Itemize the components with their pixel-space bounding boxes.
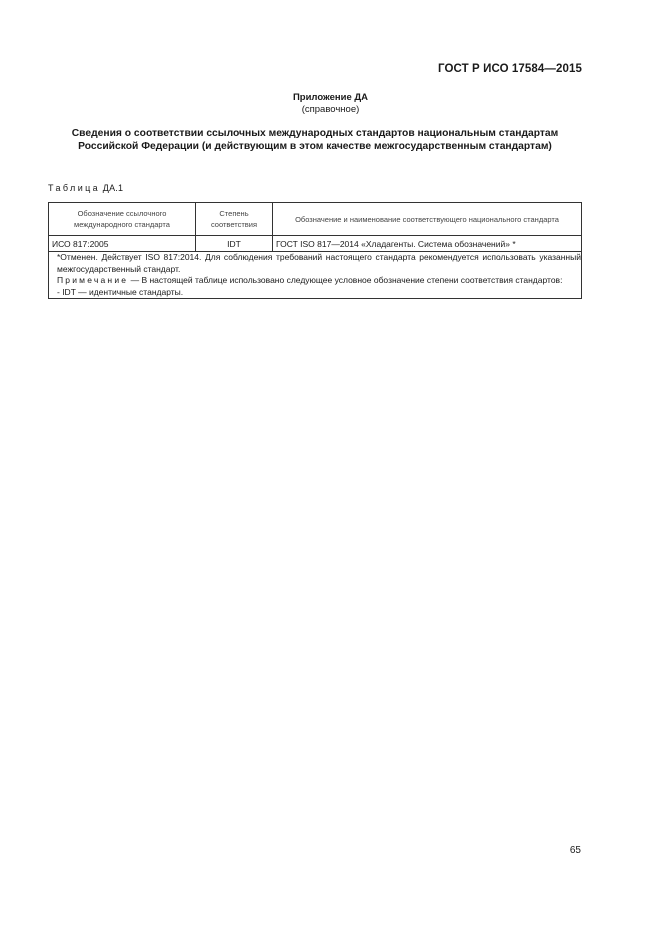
- reference-table: [48, 202, 582, 299]
- column-header-national: Обозначение и наименование соответствующего национального стандарта: [273, 203, 582, 236]
- note-label: Примечание: [57, 275, 129, 285]
- annex-title: Приложение ДА: [292, 92, 369, 103]
- annex-heading-line-2: Российской Федерации (и действующим в этом качестве межгосударственным стандартам): [78, 141, 552, 152]
- note-paragraph: [49, 275, 581, 287]
- annex-header: [0, 92, 661, 116]
- column-header-degree: Степень соответствия: [196, 203, 273, 236]
- table-notes-row: [49, 252, 582, 299]
- note-text: — В настоящей таблице использовано следующее условное обозначение степени соответствия стандартов:: [130, 275, 563, 285]
- annex-status: (справочное): [301, 104, 360, 115]
- footnote-text: *Отменен. Действует ISO 817:2014. Для соблюдения требований настоящего стандарта рекомендуется использовать указанный межгосударственный стандарт.: [57, 252, 581, 274]
- annex-heading-line-1: Сведения о соответствии ссылочных международных стандартов национальным стандартам: [71, 128, 559, 139]
- document-code: ГОСТ Р ИСО 17584—2015: [437, 63, 582, 75]
- table-header-row: [49, 203, 582, 236]
- table-row: [49, 236, 582, 252]
- cell-international-standard: ИСО 817:2005: [49, 236, 196, 252]
- annex-heading: [48, 127, 582, 153]
- table-label: [48, 183, 123, 193]
- cell-national-standard: ГОСТ ISO 817—2014 «Хладагенты. Система обозначений» *: [273, 236, 582, 252]
- table-label-word: Таблица: [48, 183, 101, 193]
- note-item: - IDT — идентичные стандарты.: [57, 286, 184, 297]
- table-notes: [49, 252, 582, 299]
- cell-degree: IDT: [196, 236, 273, 252]
- page-number: 65: [569, 845, 581, 856]
- table-label-number: ДА.1: [102, 183, 124, 193]
- column-header-international: Обозначение ссылочного международного стандарта: [49, 203, 196, 236]
